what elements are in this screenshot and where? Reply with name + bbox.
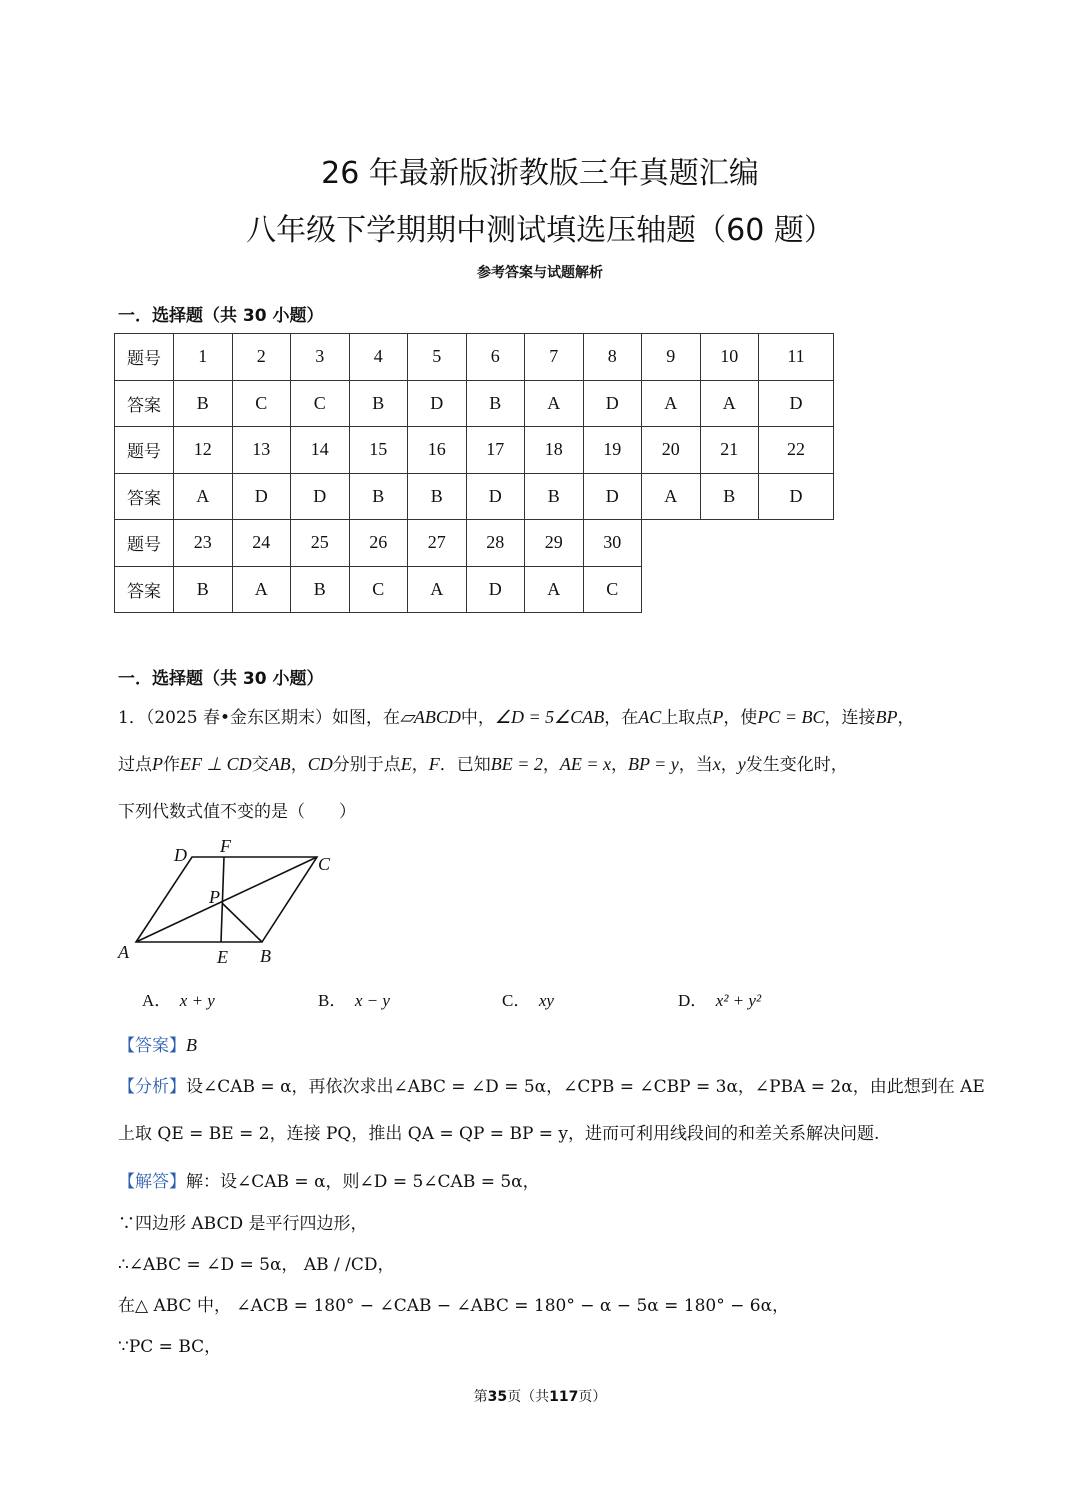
empty-cell (759, 520, 834, 567)
solution-line-2: ∵四边形 ABCD 是平行四边形， (118, 1214, 368, 1234)
solution-line-4: 在△ ABC 中， ∠ACB = 180° − ∠CAB − ∠ABC = 180° − α − 5α = 180° − 6α， (118, 1296, 790, 1316)
option-a: A． x + y (142, 991, 215, 1010)
question-number-row (115, 520, 834, 567)
answer-row (115, 566, 834, 613)
empty-cell (642, 566, 701, 613)
question-label-cell: 题号 (115, 520, 174, 567)
label-d: D (174, 845, 187, 865)
empty-cell (759, 566, 834, 613)
option-d: D． x² + y² (678, 991, 762, 1010)
question-number-cell: 20 (642, 427, 701, 474)
question-number-cell: 17 (466, 427, 525, 474)
answer-cell: A (232, 566, 291, 613)
question-number-cell: 25 (291, 520, 350, 567)
answer-cell: D (291, 473, 350, 520)
question-number-cell: 26 (349, 520, 408, 567)
question-number-cell: 6 (466, 334, 525, 381)
analysis-line-2: 上取 QE = BE = 2，连接 PQ，推出 QA = QP = BP = y，进而可利用线段间的和差关系解决问题. (118, 1124, 880, 1144)
label-a: A (118, 942, 129, 962)
option-c: C． xy (502, 991, 554, 1010)
empty-cell (700, 520, 759, 567)
label-p: P (209, 887, 220, 907)
solution-line-3: ∴∠ABC = ∠D = 5α， AB / /CD， (118, 1255, 395, 1275)
label-c: C (318, 854, 331, 874)
answer-cell: B (525, 473, 584, 520)
question-number-cell: 14 (291, 427, 350, 474)
document-subtitle: 八年级下学期期中测试填选压轴题（60 题） (246, 213, 834, 248)
question-number-cell: 12 (174, 427, 233, 474)
answer-cell: B (349, 473, 408, 520)
answer-cell: C (583, 566, 642, 613)
answer-cell: C (291, 380, 350, 427)
answer-cell: B (466, 380, 525, 427)
answer-cell: B (700, 473, 759, 520)
question-number-cell: 30 (583, 520, 642, 567)
page-footer: 第35页（共117页） (473, 1389, 607, 1405)
answer-cell: B (349, 380, 408, 427)
answer-cell: C (349, 566, 408, 613)
document-title: 26 年最新版浙教版三年真题汇编 (321, 156, 759, 191)
label-e: E (217, 947, 228, 967)
label-f: F (220, 836, 231, 856)
problem-line-2: 过点P作EF ⊥ CD交AB，CD分别于点E，F．已知BE = 2，AE = x，BP = y，当x，y发生变化时， (118, 754, 848, 775)
answer-row (115, 473, 834, 520)
question-number-cell: 5 (408, 334, 467, 381)
answer-cell: B (174, 380, 233, 427)
question-number-cell: 7 (525, 334, 584, 381)
answer-cell: B (408, 473, 467, 520)
question-number-cell: 1 (174, 334, 233, 381)
question-number-cell: 19 (583, 427, 642, 474)
solution-tag: 【解答】 (118, 1172, 186, 1192)
answer-tag: 【答案】 (118, 1036, 186, 1056)
answer-cell: B (291, 566, 350, 613)
question-number-cell: 13 (232, 427, 291, 474)
label-b: B (260, 946, 271, 966)
question-number-cell: 27 (408, 520, 467, 567)
answer-label-cell: 答案 (115, 380, 174, 427)
question-number-cell: 24 (232, 520, 291, 567)
answer-cell: A (642, 380, 701, 427)
question-number-cell: 2 (232, 334, 291, 381)
problem-line-1: 1．（2025 春•金东区期末）如图，在▱ABCD中，∠D = 5∠CAB，在AC上取点P，使PC = BC，连接BP， (118, 707, 915, 728)
answer-key-heading: 参考答案与试题解析 (477, 265, 603, 281)
answer-cell: D (408, 380, 467, 427)
empty-cell (700, 566, 759, 613)
segment-bp (222, 903, 262, 942)
answer-cell: A (700, 380, 759, 427)
question-number-cell: 11 (759, 334, 834, 381)
option-b: B． x − y (318, 991, 390, 1010)
question-number-cell: 9 (642, 334, 701, 381)
question-number-cell: 29 (525, 520, 584, 567)
answer-cell: B (174, 566, 233, 613)
section-title-2: 一．选择题（共 30 小题） (118, 669, 324, 689)
analysis-tag: 【分析】 (118, 1077, 186, 1097)
question-number-cell: 16 (408, 427, 467, 474)
question-number-cell: 10 (700, 334, 759, 381)
question-number-row (115, 427, 834, 474)
answer-label-cell: 答案 (115, 473, 174, 520)
parallelogram-figure (112, 832, 352, 972)
answer-cell: D (232, 473, 291, 520)
answer-cell: C (232, 380, 291, 427)
problem-line-3: 下列代数式值不变的是（ ） (118, 802, 356, 822)
question-label-cell: 题号 (115, 334, 174, 381)
question-number-cell: 15 (349, 427, 408, 474)
answer-cell: A (408, 566, 467, 613)
answer-line: 【答案】B (118, 1035, 197, 1056)
question-number-cell: 22 (759, 427, 834, 474)
answer-label-cell: 答案 (115, 566, 174, 613)
answer-table (114, 333, 834, 613)
question-number-cell: 8 (583, 334, 642, 381)
answer-cell: D (759, 473, 834, 520)
answer-cell: D (466, 473, 525, 520)
answer-cell: D (759, 380, 834, 427)
question-number-cell: 28 (466, 520, 525, 567)
question-number-cell: 3 (291, 334, 350, 381)
segment-ef (221, 857, 224, 942)
answer-cell: D (466, 566, 525, 613)
answer-row (115, 380, 834, 427)
page-total: 117 (549, 1389, 579, 1405)
analysis-line-1: 【分析】设∠CAB = α，再依次求出∠ABC = ∠D = 5α，∠CPB = ∠CBP = 3α，∠PBA = 2α，由此想到在 AE (118, 1077, 985, 1097)
answer-cell: A (642, 473, 701, 520)
answer-cell: A (174, 473, 233, 520)
question-number-cell: 18 (525, 427, 584, 474)
question-number-cell: 23 (174, 520, 233, 567)
section-title: 一．选择题（共 30 小题） (118, 306, 324, 326)
question-label-cell: 题号 (115, 427, 174, 474)
solution-line-1: 【解答】解：设∠CAB = α，则∠D = 5∠CAB = 5α， (118, 1172, 540, 1192)
answer-cell: D (583, 473, 642, 520)
answer-cell: D (583, 380, 642, 427)
answer-cell: A (525, 380, 584, 427)
question-number-cell: 4 (349, 334, 408, 381)
answer-cell: A (525, 566, 584, 613)
page-number: 35 (487, 1389, 508, 1405)
empty-cell (642, 520, 701, 567)
question-number-row (115, 334, 834, 381)
question-number-cell: 21 (700, 427, 759, 474)
solution-line-5: ∵PC = BC， (118, 1337, 222, 1357)
